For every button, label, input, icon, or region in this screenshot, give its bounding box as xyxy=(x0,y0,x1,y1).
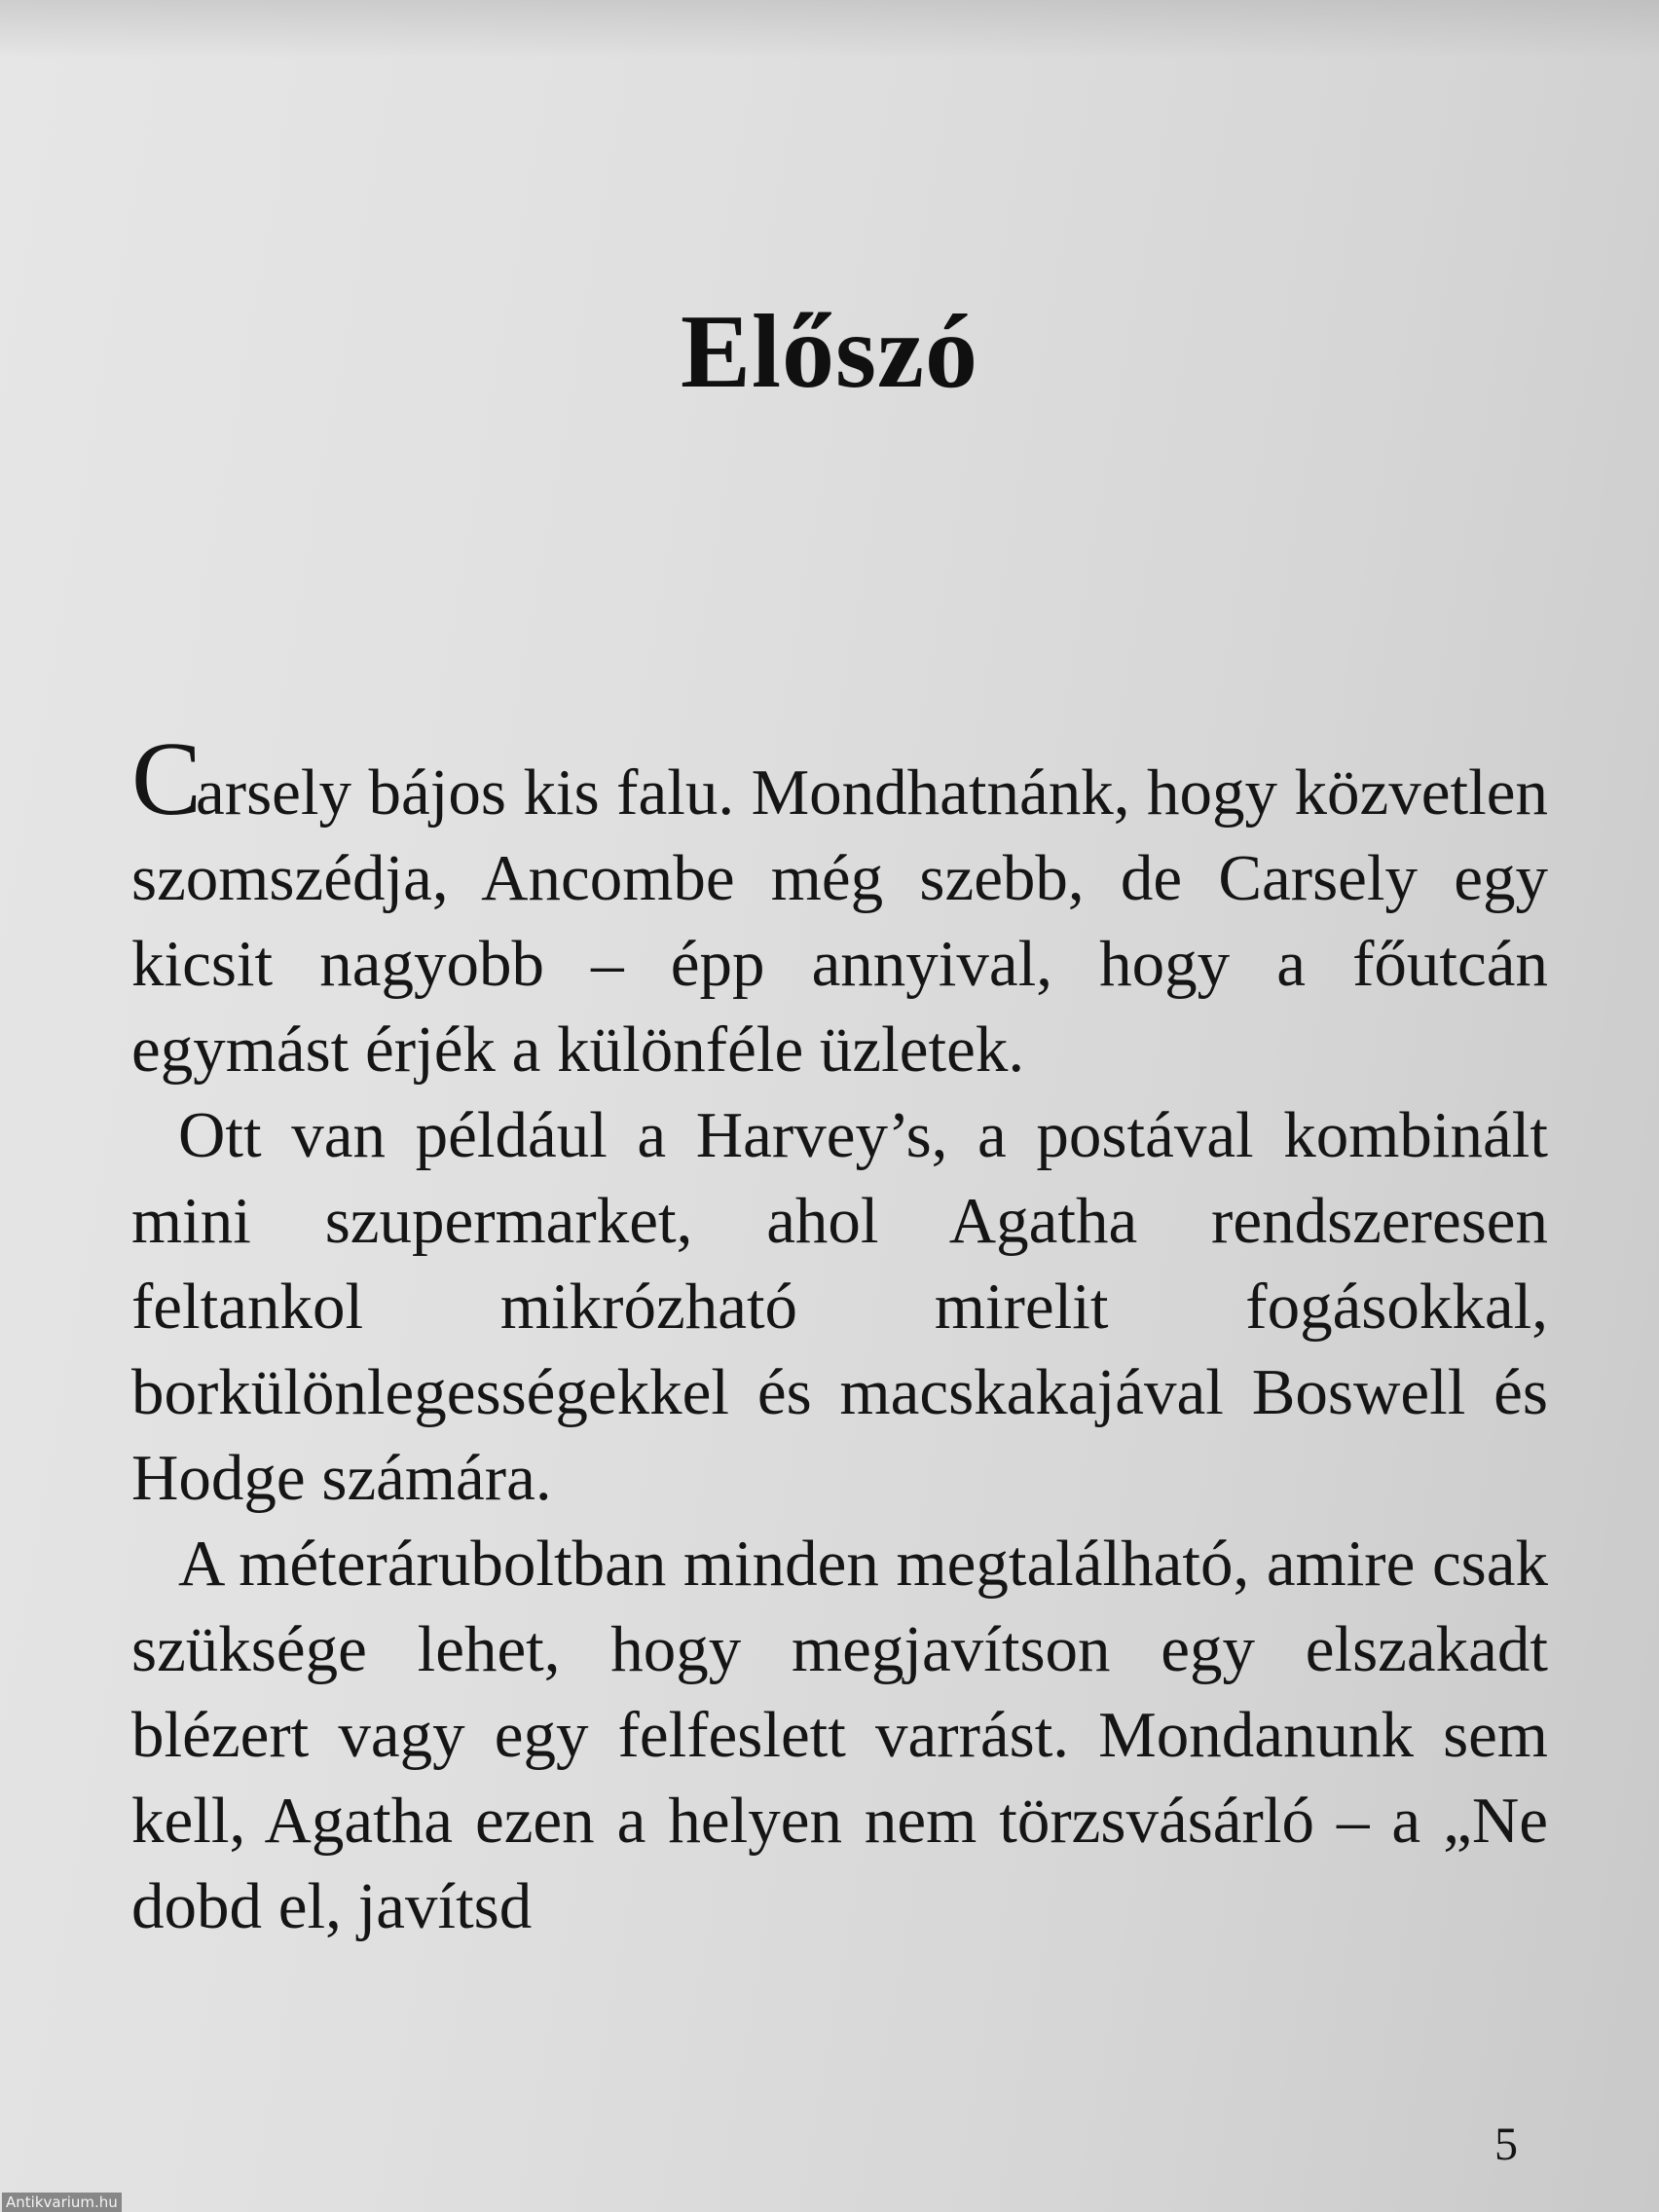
paragraph-3: A méteráruboltban minden megtalálható, amire csak szüksége lehet, hogy megjavítson egy elszakadt blézert vagy egy felfeslett varrást. Mondanunk sem kell, Agatha ezen a helyen nem törzsvásárló – a „Ne dobd el, javítsd xyxy=(131,1528,1548,1942)
paragraph-1 xyxy=(131,721,1548,1092)
chapter-title: Előszó xyxy=(680,294,978,411)
page-number: 5 xyxy=(1494,2119,1518,2170)
watermark-logo: Antikvarium.hu xyxy=(2,2193,122,2212)
page-shadow xyxy=(0,0,1659,58)
paragraph-1-text: arsely bájos kis falu. Mondhatnánk, hogy közvetlen szomszédja, Ancombe még szebb, de Carsely egy kicsit nagyobb – épp annyival, hogy a főutcán egymást érjék a különféle üzletek. xyxy=(131,756,1548,1086)
paragraph-2: Ott van például a Harvey’s, a postával kombinált mini szupermarket, ahol Agatha rendszeresen feltankol mikrózható mirelit fogásokkal, borkülönlegességekkel és macskakajával Boswell és Hodge számára. xyxy=(131,1099,1548,1514)
drop-cap: C xyxy=(131,721,197,837)
body-text xyxy=(131,721,1548,1949)
